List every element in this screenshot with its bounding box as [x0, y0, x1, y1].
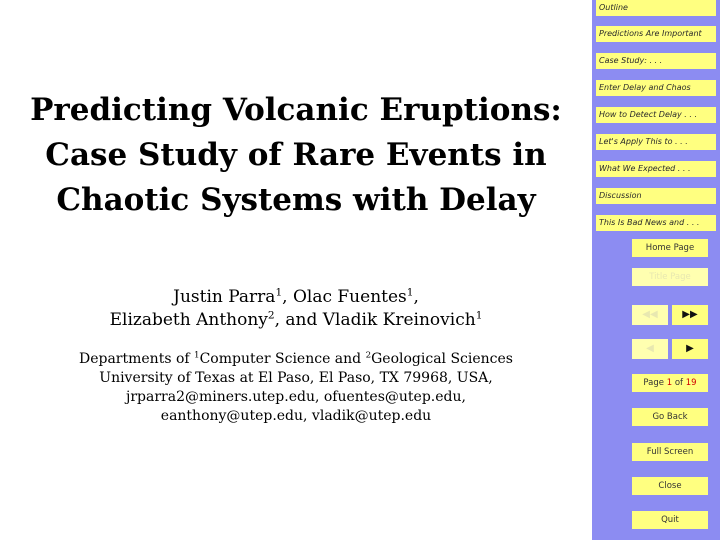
author-affiliation-mark: 2	[267, 309, 275, 322]
affiliation-block	[20, 350, 572, 426]
page-indicator	[632, 374, 708, 392]
author-list	[20, 286, 572, 332]
author-affiliation-mark: 1	[275, 286, 283, 299]
separator: ,	[282, 287, 288, 307]
sidebar-item-predictions[interactable]: Predictions Are Important	[596, 26, 716, 42]
separator: ,	[413, 287, 419, 307]
department-name: Geological Sciences	[371, 351, 513, 367]
page-prefix: Page	[643, 378, 667, 388]
author-name: Vladik Kreinovich	[322, 310, 476, 330]
home-page-button[interactable]: Home Page	[632, 239, 708, 257]
double-left-arrow-icon: ◀◀	[642, 309, 658, 320]
current-page-number: 1	[666, 378, 673, 388]
right-arrow-icon: ▶	[686, 343, 694, 354]
sidebar-item-discussion[interactable]: Discussion	[596, 188, 716, 204]
next-section-button[interactable]	[672, 305, 708, 325]
separator: , and	[274, 310, 323, 330]
go-back-button[interactable]: Go Back	[632, 408, 708, 426]
full-screen-button[interactable]: Full Screen	[632, 443, 708, 461]
title-page-button[interactable]: Title Page	[632, 268, 708, 286]
sidebar-item-bad-news[interactable]: This Is Bad News and . . .	[596, 215, 716, 231]
affiliation-mark: 1	[194, 350, 200, 361]
previous-page-button[interactable]	[632, 339, 668, 359]
sidebar-item-apply[interactable]: Let's Apply This to . . .	[596, 134, 716, 150]
author-name: Elizabeth Anthony	[109, 310, 268, 330]
author-affiliation-mark: 1	[406, 286, 414, 299]
next-page-button[interactable]	[672, 339, 708, 359]
university-address: University of Texas at El Paso, El Paso, TX 79968, USA,	[99, 370, 493, 386]
sidebar-item-outline[interactable]: Outline	[596, 0, 716, 16]
sidebar-item-case-study[interactable]: Case Study: . . .	[596, 53, 716, 69]
slide-title: Predicting Volcanic Eruptions: Case Study of Rare Events in Chaotic Systems with Delay	[30, 92, 562, 218]
close-button[interactable]: Close	[632, 477, 708, 495]
sidebar-item-delay-chaos[interactable]: Enter Delay and Chaos	[596, 80, 716, 96]
previous-section-button[interactable]	[632, 305, 668, 325]
double-right-arrow-icon: ▶▶	[682, 309, 698, 320]
navigation-sidebar	[592, 0, 720, 540]
author-name: Justin Parra	[173, 287, 276, 307]
author-affiliation-mark: 1	[475, 309, 483, 322]
author-emails: eanthony@utep.edu, vladik@utep.edu	[160, 408, 432, 424]
affiliation-prefix: Departments of	[78, 351, 195, 367]
quit-button[interactable]: Quit	[632, 511, 708, 529]
left-arrow-icon: ◀	[646, 343, 654, 354]
total-pages: 19	[685, 378, 697, 388]
author-emails: jrparra2@miners.utep.edu, ofuentes@utep.edu,	[126, 389, 466, 405]
sidebar-item-expected[interactable]: What We Expected . . .	[596, 161, 716, 177]
department-name: Computer Science and	[199, 351, 366, 367]
affiliation-mark: 2	[365, 350, 372, 361]
author-name: Olac Fuentes	[292, 287, 407, 307]
sidebar-item-detect-delay[interactable]: How to Detect Delay . . .	[596, 107, 716, 123]
page-of: of	[672, 378, 686, 388]
